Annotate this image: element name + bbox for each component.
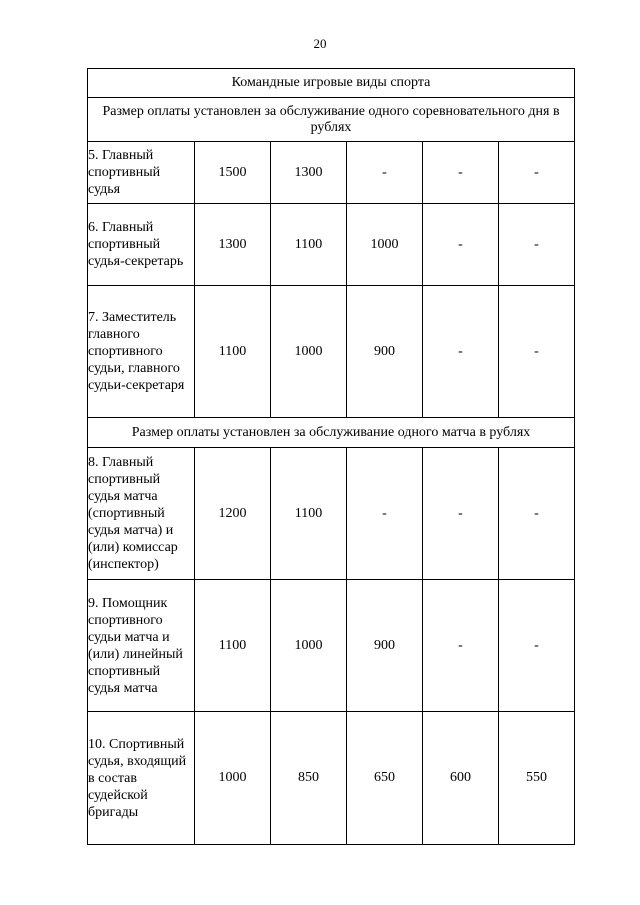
row-label: 7. Заместитель главного спортивного судьи, главного судьи-секретаря: [88, 286, 195, 418]
row-label: 5. Главный спортивный судья: [88, 142, 195, 204]
table-row: [88, 712, 575, 845]
value-cell: 1000: [271, 580, 347, 712]
value-cell: 550: [499, 712, 575, 845]
section-heading: Размер оплаты установлен за обслуживание одного матча в рублях: [88, 418, 575, 448]
value-cell: -: [499, 204, 575, 286]
value-cell: 1000: [271, 286, 347, 418]
row-label: 8. Главный спортивный судья матча (спортивный судья матча) и (или) комиссар (инспектор): [88, 448, 195, 580]
value-cell: -: [499, 286, 575, 418]
payment-rates-table: [87, 68, 575, 845]
value-cell: 600: [423, 712, 499, 845]
section-heading-row: [88, 98, 575, 142]
section-heading: Размер оплаты установлен за обслуживание одного соревновательного дня в рублях: [88, 98, 575, 142]
value-cell: 1000: [195, 712, 271, 845]
section-heading-row: [88, 418, 575, 448]
table-row: [88, 448, 575, 580]
value-cell: 1000: [347, 204, 423, 286]
value-cell: -: [347, 142, 423, 204]
value-cell: -: [347, 448, 423, 580]
page-number: 20: [313, 36, 327, 51]
value-cell: 1100: [195, 286, 271, 418]
table-row: [88, 204, 575, 286]
row-label: 6. Главный спортивный судья-секретарь: [88, 204, 195, 286]
value-cell: 1100: [271, 448, 347, 580]
value-cell: 900: [347, 580, 423, 712]
value-cell: -: [499, 448, 575, 580]
table-row: [88, 580, 575, 712]
value-cell: -: [499, 580, 575, 712]
value-cell: 1100: [195, 580, 271, 712]
value-cell: 1300: [195, 204, 271, 286]
value-cell: 1500: [195, 142, 271, 204]
value-cell: 1100: [271, 204, 347, 286]
sport-heading-row: [88, 69, 575, 98]
value-cell: 1300: [271, 142, 347, 204]
value-cell: 850: [271, 712, 347, 845]
table-row: [88, 286, 575, 418]
row-label: 9. Помощник спортивного судьи матча и (или) линейный спортивный судья матча: [88, 580, 195, 712]
sport-heading: Командные игровые виды спорта: [88, 69, 575, 98]
value-cell: -: [499, 142, 575, 204]
value-cell: -: [423, 286, 499, 418]
value-cell: 1200: [195, 448, 271, 580]
row-label: 10. Спортивный судья, входящий в состав судейской бригады: [88, 712, 195, 845]
value-cell: 900: [347, 286, 423, 418]
value-cell: -: [423, 204, 499, 286]
value-cell: -: [423, 448, 499, 580]
value-cell: -: [423, 580, 499, 712]
value-cell: 650: [347, 712, 423, 845]
value-cell: -: [423, 142, 499, 204]
table-row: [88, 142, 575, 204]
